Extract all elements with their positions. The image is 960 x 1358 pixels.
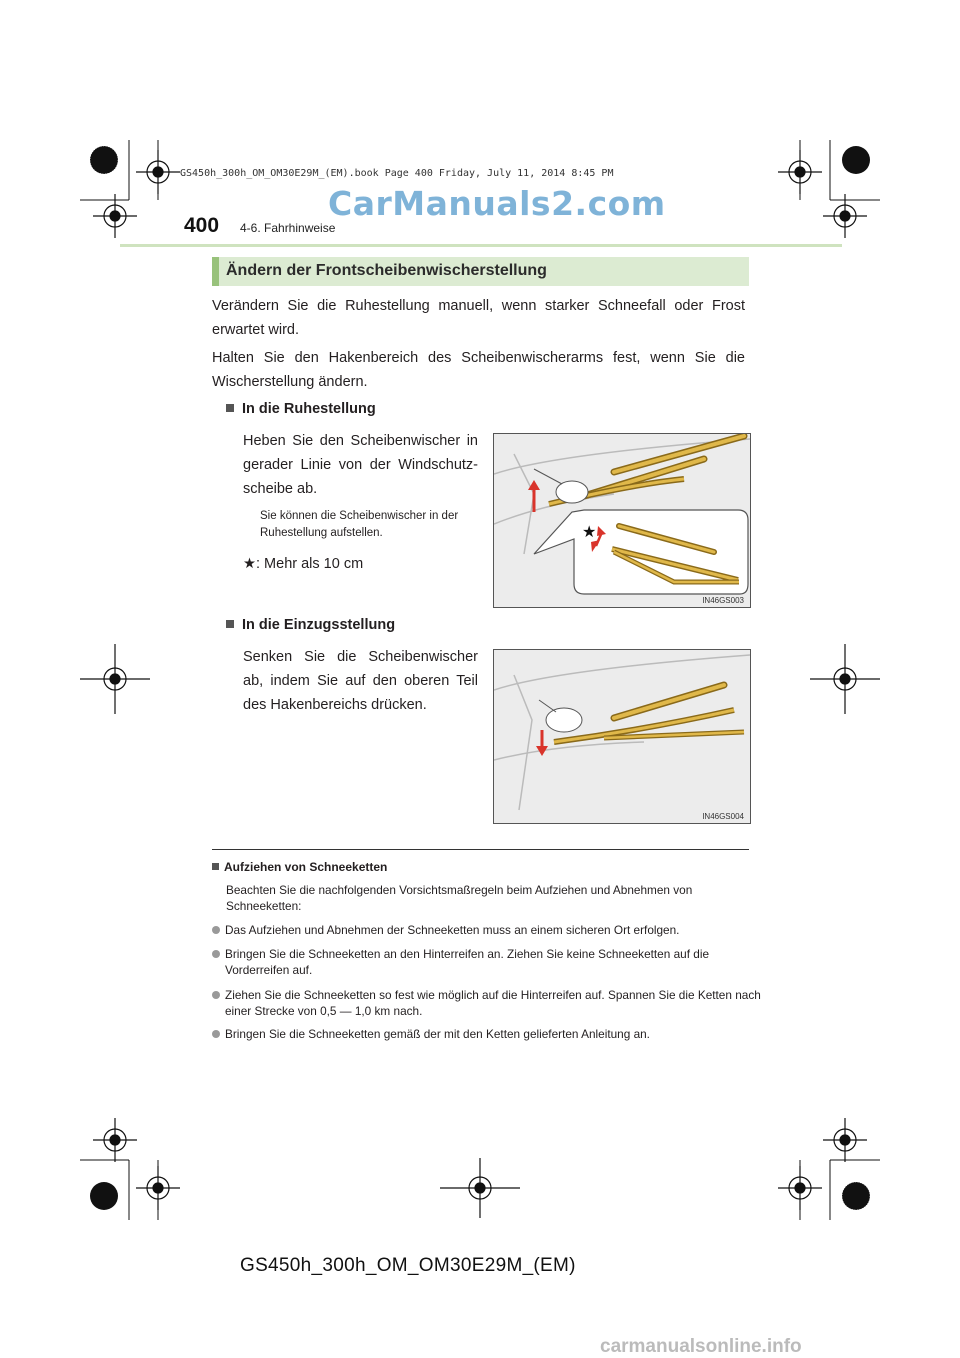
rest-position-heading <box>226 401 376 417</box>
notes-item <box>212 922 749 938</box>
page-number: 400 <box>184 214 220 237</box>
figure-code-2: IN46GS004 <box>702 812 744 821</box>
header-rule <box>120 244 842 247</box>
square-bullet-icon <box>212 863 219 870</box>
wiper-retract-illustration <box>494 650 750 823</box>
figure-code-1: IN46GS003 <box>702 596 744 605</box>
intro-paragraph-2: Halten Sie den Hakenbereich des Scheibenwischerarms fest, wenn Sie die Wischerstellung ändern. <box>212 350 745 390</box>
arrow-down-icon <box>536 730 548 756</box>
square-bullet-icon <box>226 404 234 412</box>
retract-position-heading-text: In die Einzugsstellung <box>242 617 396 633</box>
notes-item-text: Ziehen Sie die Schneeketten so fest wie möglich auf die Hinterreifen auf. Spannen Sie die Ketten nach einer Strecke von 0,5 — 1,0 km nach. <box>225 988 761 1018</box>
rest-position-heading-text: In die Ruhestellung <box>242 401 376 417</box>
bullet-dot-icon <box>212 950 220 958</box>
model-code-footer: GS450h_300h_OM_OM30E29M_(EM) <box>240 1255 576 1276</box>
intro-paragraph-1: Verändern Sie die Ruhestellung manuell, wenn starker Schneefall oder Frost erwartet wird. <box>212 298 745 338</box>
section-title-accent <box>212 257 219 286</box>
notes-item <box>212 987 762 1019</box>
figure-retract-position <box>493 649 751 824</box>
notes-heading <box>212 860 387 874</box>
hand-icon <box>539 700 582 732</box>
chapter-label: 4-6. Fahrhinweise <box>240 221 336 235</box>
square-bullet-icon <box>226 620 234 628</box>
star-icon: ★ <box>582 524 597 541</box>
bullet-dot-icon <box>212 926 220 934</box>
wiper-blade-retracted <box>554 685 744 742</box>
watermark-footer: carmanualsonline.info <box>600 1336 802 1357</box>
section-title: Ändern der Frontscheibenwischerstellung <box>226 262 547 279</box>
notes-intro: Beachten Sie die nachfolgenden Vorsichtsmaßregeln beim Aufziehen und Abnehmen von Schneeketten: <box>226 883 693 913</box>
notes-heading-text: Aufziehen von Schneeketten <box>224 860 388 874</box>
star-distance-label: ★: Mehr als 10 cm <box>243 556 364 572</box>
notes-divider <box>212 849 749 850</box>
retract-position-heading <box>226 617 395 633</box>
notes-item <box>212 946 762 978</box>
bullet-dot-icon <box>212 1030 220 1038</box>
book-header-line: GS450h_300h_OM_OM30E29M_(EM).book Page 400 Friday, July 11, 2014 8:45 PM <box>180 168 614 179</box>
figure-rest-position <box>493 433 751 608</box>
hand-icon <box>534 469 588 503</box>
retract-position-text: Senken Sie die Scheibenwischer ab, indem Sie auf den oberen Teil des Hakenbereichs drücken. <box>243 649 478 713</box>
bullet-dot-icon <box>212 991 220 999</box>
watermark-logo: CarManuals2.com <box>328 184 666 223</box>
notes-item-text: Das Aufziehen und Abnehmen der Schneeketten muss an einem sicheren Ort erfolgen. <box>225 923 680 937</box>
rest-position-note: Sie können die Scheibenwischer in der Ruhestellung aufstellen. <box>260 510 459 539</box>
notes-item <box>212 1026 749 1042</box>
rest-position-text: Heben Sie den Scheibenwischer in gerader Linie von der Windschutz-scheibe ab. <box>243 433 478 497</box>
wiper-rest-illustration <box>494 434 750 607</box>
notes-item-text: Bringen Sie die Schneeketten an den Hinterreifen an. Ziehen Sie keine Schneeketten auf die Vorderreifen auf. <box>225 947 710 977</box>
notes-item-text: Bringen Sie die Schneeketten gemäß der mit den Ketten gelieferten Anleitung an. <box>225 1027 650 1041</box>
